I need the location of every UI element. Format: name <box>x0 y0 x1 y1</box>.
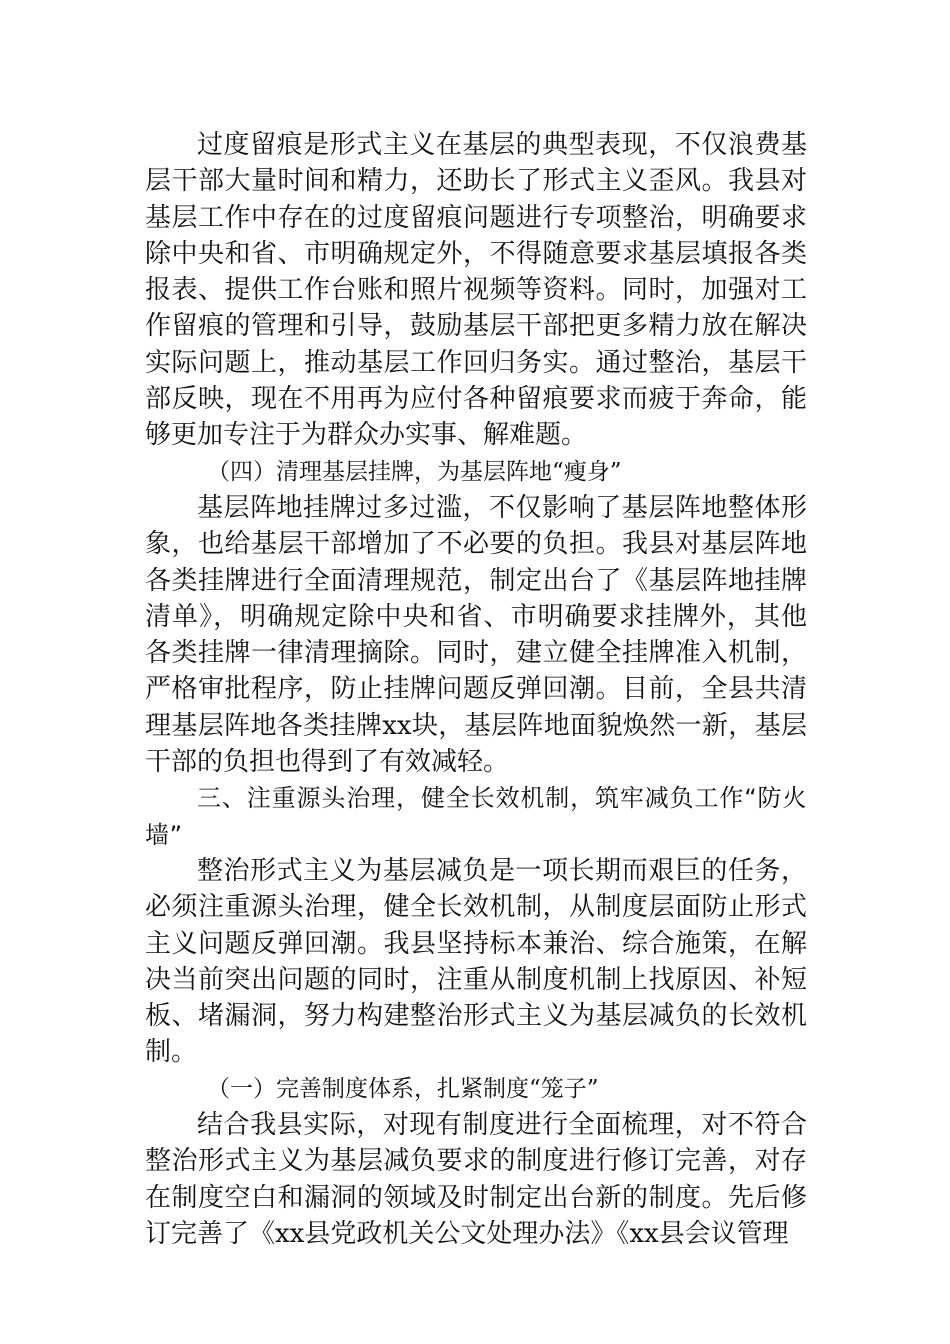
subheading-clean-up-plaques: （四）清理基层挂牌，为基层阵地“瘦身” <box>207 458 622 485</box>
paragraph-long-term-mechanism: 整治形式主义为基层减负是一项长期而艰巨的任务，必须注重源头治理，健全长效机制，从制度层面防止形式主义问题反弹回潮。我县坚持标本兼治、综合施策，在解决当前突出问题的同时，注重从制度机制上找原因、补短板、堵漏洞，努力构建整治形式主义为基层减负的长效机制。 <box>145 855 807 1068</box>
subheading-improve-system: （一）完善制度体系，扎紧制度“笼子” <box>207 1075 599 1102</box>
paragraph-plaque-cleanup: 基层阵地挂牌过多过滥，不仅影响了基层阵地整体形象，也给基层干部增加了不必要的负担。我县对基层阵地各类挂牌进行全面清理规范，制定出台了《基层阵地挂牌清单》，明确规定除中央和省、市明确要求挂牌外，其他各类挂牌一律清理摘除。同时，建立健全挂牌准入机制，严格审批程序，防止挂牌问题反弹回潮。目前，全县共清理基层阵地各类挂牌xx块，基层阵地面貌焕然一新，基层干部的负担也得到了有效减轻。 <box>145 492 807 778</box>
section-heading-source-governance: 三、注重源头治理，健全长效机制，筑牢减负工作“防火墙” <box>145 784 807 849</box>
paragraph-excessive-traces: 过度留痕是形式主义在基层的典型表现，不仅浪费基层干部大量时间和精力，还助长了形式主义歪风。我县对基层工作中存在的过度留痕问题进行专项整治，明确要求除中央和省、市明确规定外，不得随意要求基层填报各类报表、提供工作台账和照片视频等资料。同时，加强对工作留痕的管理和引导，鼓励基层干部把更多精力放在解决实际问题上，推动基层工作回归务实。通过整治，基层干部反映，现在不用再为应付各种留痕要求而疲于奔命，能够更加专注于为群众办实事、解难题。 <box>145 130 807 451</box>
paragraph-system-revision: 结合我县实际，对现有制度进行全面梳理，对不符合整治形式主义为基层减负要求的制度进行修订完善，对存在制度空白和漏洞的领域及时制定出台新的制度。先后修订完善了《xx县党政机关公文处理办法》《xx县会议管理 <box>145 1110 807 1249</box>
document-body <box>145 127 807 1252</box>
